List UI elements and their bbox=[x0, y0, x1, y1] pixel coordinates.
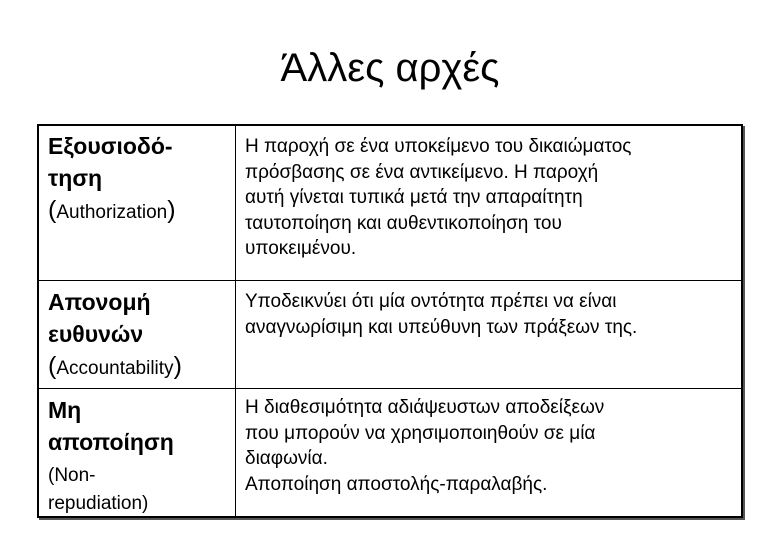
row-divider bbox=[39, 280, 741, 281]
term-name-line: Απονομή bbox=[48, 289, 151, 315]
term-english: (Authorization) bbox=[48, 196, 176, 224]
description-line: υποκειμένου. bbox=[245, 238, 357, 259]
term-name-line: ευθυνών bbox=[48, 321, 144, 347]
term-name-line: αποποίηση bbox=[48, 429, 174, 455]
description-line: Αποποίηση αποστολής-παραλαβής. bbox=[245, 473, 548, 495]
term-authorization bbox=[48, 130, 232, 229]
term-english: (Accountability) bbox=[48, 352, 182, 380]
description-non-repudiation bbox=[245, 395, 745, 497]
term-name-line: Εξουσιοδό- bbox=[48, 133, 173, 159]
term-english-line: repudiation) bbox=[48, 493, 149, 514]
description-line: Η διαθεσιμότητα αδιάψευστων αποδείξεων bbox=[245, 397, 605, 418]
term-english-line: (Non- bbox=[48, 465, 96, 486]
principles-table bbox=[37, 124, 743, 518]
column-divider bbox=[235, 126, 236, 516]
row-divider bbox=[39, 388, 741, 389]
description-line: ταυτοποίηση και αυθεντικοποίηση του bbox=[245, 212, 562, 234]
description-line: που μπορούν να χρησιμοποιηθούν σε μία bbox=[245, 422, 596, 444]
description-line: διαφωνία. bbox=[245, 448, 328, 469]
description-line: αναγνωρίσιμη και υπεύθυνη των πράξεων της. bbox=[245, 316, 638, 338]
description-line: αυτή γίνεται τυπικά μετά την απαραίτητη bbox=[245, 187, 583, 208]
term-name-line: Μη bbox=[48, 397, 82, 423]
slide-title: Άλλες αρχές bbox=[280, 46, 500, 90]
description-authorization bbox=[245, 134, 745, 262]
description-accountability bbox=[245, 289, 745, 340]
description-line: πρόσβασης σε ένα αντικείμενο. Η παροχή bbox=[245, 161, 599, 183]
term-english-word: Authorization bbox=[56, 202, 168, 223]
description-line: Υποδεικνύει ότι μία οντότητα πρέπει να είναι bbox=[245, 291, 617, 312]
description-line: Η παροχή σε ένα υποκείμενο του δικαιώματος bbox=[245, 136, 632, 157]
term-accountability bbox=[48, 286, 232, 385]
term-name-line: τηση bbox=[48, 165, 103, 191]
term-english-word: Accountability bbox=[56, 358, 174, 379]
term-non-repudiation bbox=[48, 394, 232, 518]
